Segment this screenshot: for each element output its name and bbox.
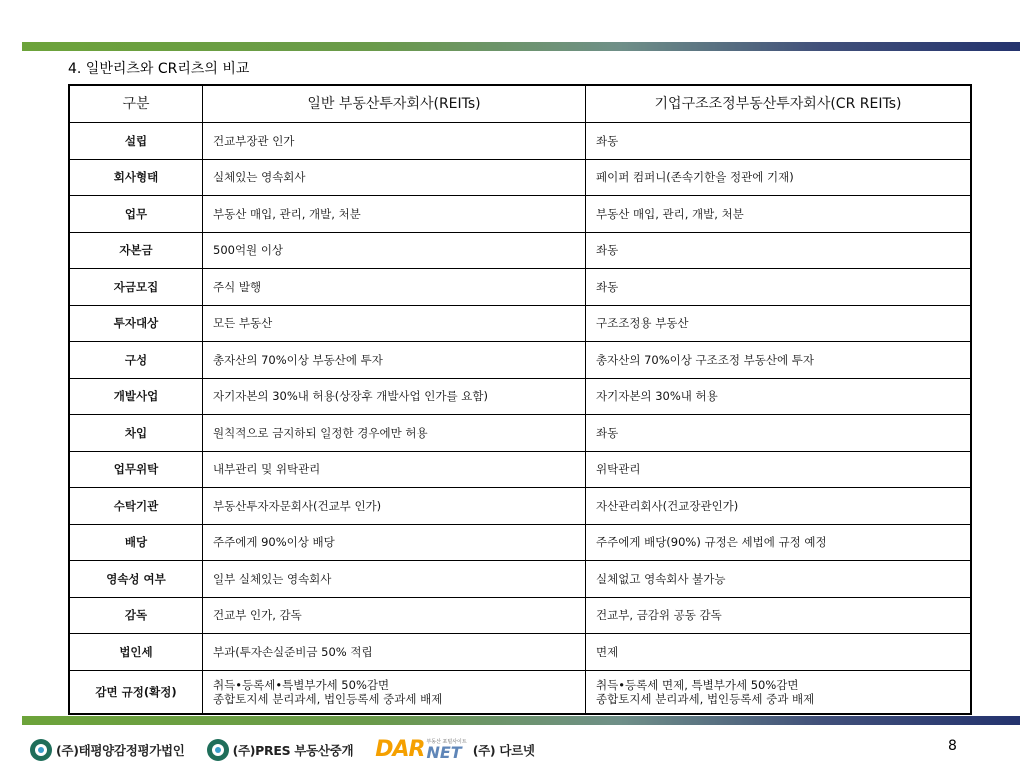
cell-text-line: 모든 부동산 [213,316,273,331]
logo-darnet [375,739,534,761]
cell-cr-reits [586,561,972,598]
cell-cr-reits [586,342,972,379]
cell-general-reits [203,196,586,233]
row-label: 구성 [69,342,203,379]
table-body [69,123,971,715]
cell-cr-reits [586,305,972,342]
cell-text-line: 취득•등록세•특별부가세 50%감면 [213,677,390,692]
table-header-row [69,85,971,123]
table-row [69,415,971,452]
cell-cr-reits [586,378,972,415]
cell-general-reits [203,561,586,598]
cell-text-line: 자산관리회사(건교장관인가) [596,498,739,513]
cell-text-line: 좌동 [596,133,619,148]
cell-general-reits [203,159,586,196]
row-label: 감면 규정(확정) [69,670,203,714]
table-row [69,378,971,415]
cell-cr-reits [586,597,972,634]
darnet-logo-tagline: 부동산 포털사이트 [426,739,467,745]
cell-general-reits [203,524,586,561]
cell-text-line: 500억원 이상 [213,243,284,258]
cell-text-line: 구조조정용 부동산 [596,316,689,331]
company-emblem-icon [30,739,52,761]
cell-cr-reits [586,634,972,671]
cell-general-reits [203,634,586,671]
cell-text-line: 종합토지세 분리과세, 법인등록세 중과 배제 [596,691,815,706]
cell-general-reits [203,415,586,452]
row-label: 회사형태 [69,159,203,196]
row-label: 자본금 [69,232,203,269]
table-row [69,232,971,269]
cell-cr-reits [586,451,972,488]
table-row [69,123,971,160]
cell-text-line: 주식 발행 [213,279,262,294]
table-row [69,196,971,233]
section-title: 4. 일반리츠와 CR리츠의 비교 [68,61,250,77]
cell-text-line: 건교부장관 인가 [213,133,295,148]
cell-cr-reits [586,524,972,561]
cell-general-reits [203,488,586,525]
cell-cr-reits [586,415,972,452]
table-row [69,342,971,379]
row-label: 개발사업 [69,378,203,415]
cell-text-line: 부동산 매입, 관리, 개발, 처분 [596,206,744,221]
table-row [69,488,971,525]
cell-text-line: 자기자본의 30%내 허용 [596,389,718,404]
row-label: 법인세 [69,634,203,671]
cell-text-line: 건교부 인가, 감독 [213,608,302,623]
cell-general-reits [203,597,586,634]
cell-text-line: 내부관리 및 위탁관리 [213,462,321,477]
cell-cr-reits [586,488,972,525]
company-emblem-icon [207,739,229,761]
table-row [69,670,971,714]
cell-cr-reits [586,196,972,233]
row-label: 수탁기관 [69,488,203,525]
table-row [69,634,971,671]
cell-text-line: 일부 실체있는 영속회사 [213,571,332,586]
cell-text-line: 실체있는 영속회사 [213,170,306,185]
comparison-table [68,84,972,715]
row-label: 업무 [69,196,203,233]
cell-cr-reits [586,269,972,306]
cell-general-reits [203,123,586,160]
cell-text-line: 자기자본의 30%내 허용(상장후 개발사업 인가를 요함) [213,389,488,404]
header-category: 구분 [69,85,203,123]
cell-text-line: 부동산 매입, 관리, 개발, 처분 [213,206,361,221]
cell-text-line: 주주에게 90%이상 배당 [213,535,335,550]
cell-general-reits [203,342,586,379]
cell-cr-reits [586,232,972,269]
row-label: 자금모집 [69,269,203,306]
cell-cr-reits [586,159,972,196]
row-label: 영속성 여부 [69,561,203,598]
cell-text-line: 종합토지세 분리과세, 법인등록세 중과세 배제 [213,691,443,706]
cell-cr-reits [586,670,972,714]
table-row [69,269,971,306]
cell-general-reits [203,378,586,415]
cell-cr-reits [586,123,972,160]
row-label: 업무위탁 [69,451,203,488]
table-row [69,305,971,342]
table-row [69,597,971,634]
cell-text-line: 원칙적으로 금지하되 일정한 경우에만 허용 [213,425,428,440]
page-number: 8 [948,738,957,754]
header-cr-reits: 기업구조조정부동산투자회사(CR REITs) [586,85,972,123]
cell-general-reits [203,305,586,342]
table-row [69,561,971,598]
table-row [69,159,971,196]
row-label: 설립 [69,123,203,160]
cell-text-line: 부과(투자손실준비금 50% 적립 [213,644,373,659]
logo-taepyeongyang [30,739,185,761]
cell-text-line: 페이퍼 컴퍼니(존속기한을 정관에 기재) [596,170,794,185]
cell-text-line: 좌동 [596,279,619,294]
cell-text-line: 부동산투자자문회사(건교부 인가) [213,498,382,513]
darnet-logo-mark [375,739,466,761]
cell-text-line: 총자산의 70%이상 부동산에 투자 [213,352,383,367]
footer-logos [30,738,557,762]
cell-general-reits [203,670,586,714]
cell-text-line: 주주에게 배당(90%) 규정은 세법에 규정 예정 [596,535,827,550]
footer-gradient-bar [22,716,1020,725]
row-label: 배당 [69,524,203,561]
row-label: 감독 [69,597,203,634]
cell-general-reits [203,232,586,269]
logo-pres-text: (주)PRES 부동산중개 [232,743,354,758]
darnet-logo-net: NET [426,743,462,762]
cell-text-line: 면제 [596,644,619,659]
table-row [69,524,971,561]
cell-text-line: 취득•등록세 면제, 특별부가세 50%감면 [596,677,799,692]
cell-general-reits [203,269,586,306]
row-label: 투자대상 [69,305,203,342]
cell-general-reits [203,451,586,488]
header-general-reits: 일반 부동산투자회사(REITs) [203,85,586,123]
cell-text-line: 총자산의 70%이상 구조조정 부동산에 투자 [596,352,814,367]
cell-text-line: 건교부, 금감위 공동 감독 [596,608,722,623]
cell-text-line: 좌동 [596,425,619,440]
logo-taepyeongyang-text: (주)태평양감정평가법인 [56,743,185,758]
cell-text-line: 위탁관리 [596,462,641,477]
logo-pres [207,739,354,761]
cell-text-line: 좌동 [596,243,619,258]
table-row [69,451,971,488]
logo-darnet-text: (주) 다르넷 [472,743,535,758]
header-gradient-bar [22,42,1020,51]
cell-text-line: 실체없고 영속회사 불가능 [596,571,726,586]
darnet-logo-dar: DAR [375,737,425,762]
row-label: 차입 [69,415,203,452]
